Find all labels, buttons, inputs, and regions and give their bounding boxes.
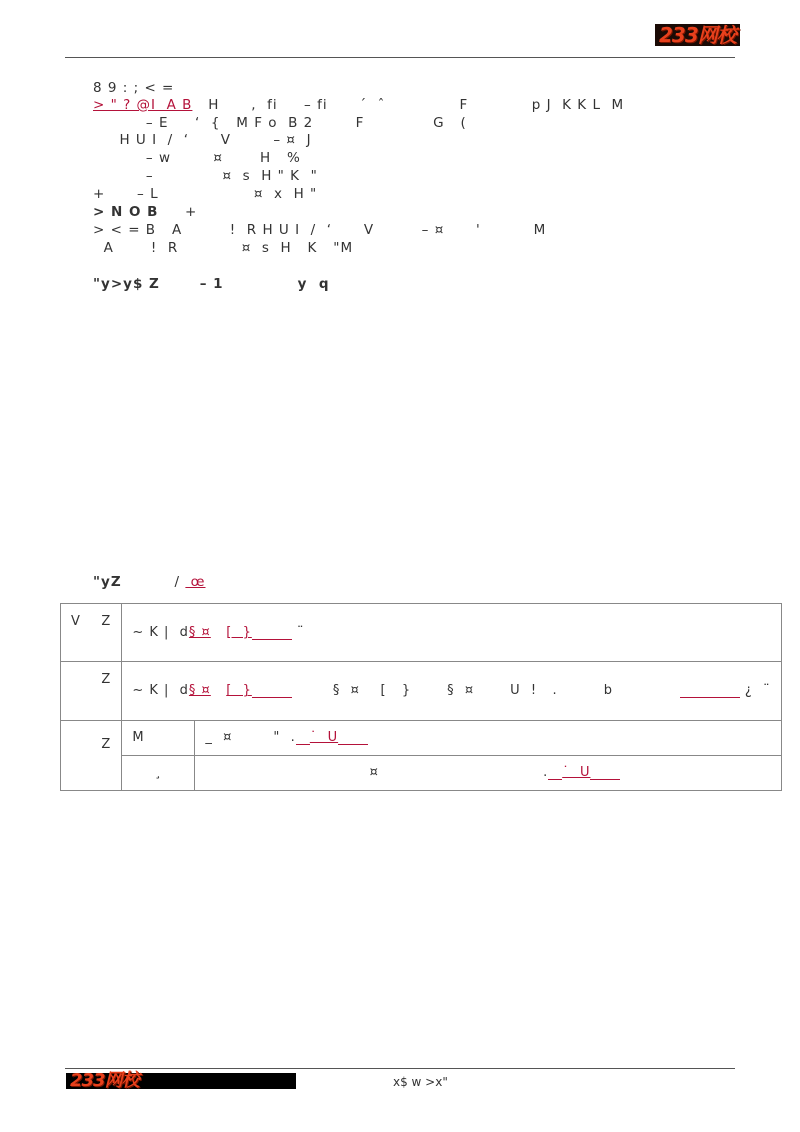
table-cell-content: [122, 604, 781, 662]
red-blank-a[interactable]: § ¤: [188, 683, 211, 699]
section-rest-2: /: [121, 574, 186, 590]
header-rule: [65, 57, 735, 58]
text-line-7: + – L ¤ x H ": [93, 186, 318, 202]
red-link-text[interactable]: > " ? @I A B: [93, 97, 193, 113]
footer-rule: [65, 1068, 735, 1069]
text-line-8-rest: +: [158, 204, 198, 220]
text-line-1: 8 9 : ; < =: [93, 80, 175, 96]
text-line-6: – ¤ s H " K ": [93, 168, 318, 184]
text-line-2-rest: H , fi – fi ´ ˆ F p J K K L M: [192, 97, 625, 113]
table-subcell: ¸: [122, 755, 195, 790]
red-blank[interactable]: ˙ U: [309, 730, 339, 746]
text-line-2: [93, 97, 624, 113]
info-table: [60, 603, 782, 791]
text-line-5: – w ¤ H %: [93, 150, 301, 166]
text-line-3: – E ‘ { M F o B 2 F G (: [93, 115, 467, 131]
section-rest-1: – 1 y q: [159, 276, 330, 292]
cell-tail: ¨: [291, 625, 305, 641]
cell-text: ~ K | d: [132, 683, 189, 699]
brand-logo-bottom: 233网校: [66, 1073, 296, 1089]
red-blank-b[interactable]: [ }: [226, 683, 252, 699]
table-cell-label: Z: [61, 662, 122, 720]
table-row: [61, 662, 782, 720]
blank-line: [680, 697, 740, 698]
blank-line: [252, 639, 292, 640]
section-heading-1: [93, 276, 330, 292]
blank-line: [590, 779, 620, 780]
blank-line: [338, 744, 368, 745]
bold-heading: > N O B: [93, 204, 159, 220]
cell-text: ~ K | d: [132, 625, 189, 641]
table-row: [61, 755, 782, 790]
table-cell-label: Z: [61, 720, 122, 790]
table-row: [61, 720, 782, 755]
blank-line: [296, 744, 310, 745]
text-line-8: [93, 204, 197, 220]
red-blank-a[interactable]: § ¤: [188, 625, 211, 641]
section-label-2: "yZ: [93, 574, 122, 590]
section-heading-2: [93, 574, 206, 590]
red-blank-b[interactable]: [ }: [226, 625, 252, 641]
blank-line: [252, 697, 292, 698]
red-blank[interactable]: ˙ U: [562, 765, 591, 781]
cell-text: _ ¤ " .: [205, 730, 296, 746]
table-cell-content: [122, 662, 781, 720]
section-link-2[interactable]: œ: [185, 574, 206, 590]
page-number: x$ w >x": [393, 1075, 448, 1089]
blank-line: [548, 779, 562, 780]
table-subcell: M: [122, 720, 195, 755]
cell-tail: ¿ ¨: [739, 683, 771, 699]
cell-text: ¤ .: [205, 765, 549, 781]
section-label-1: "y>y$ Z: [93, 276, 160, 292]
text-line-4: H U I / ‘ V – ¤ J: [93, 132, 312, 148]
brand-logo-top: 233网校: [655, 24, 740, 46]
table-row: [61, 604, 782, 662]
cell-mid: § ¤ [ } § ¤ U ! . b: [291, 683, 614, 699]
text-line-9: > < = B A ! R H U I / ‘ V – ¤ ' M: [93, 222, 547, 238]
table-cell-label: V Z: [61, 604, 122, 662]
text-line-10: A ! R ¤ s H K "M: [93, 240, 354, 256]
table-cell-content: [195, 755, 781, 790]
table-cell-content: [195, 720, 781, 755]
